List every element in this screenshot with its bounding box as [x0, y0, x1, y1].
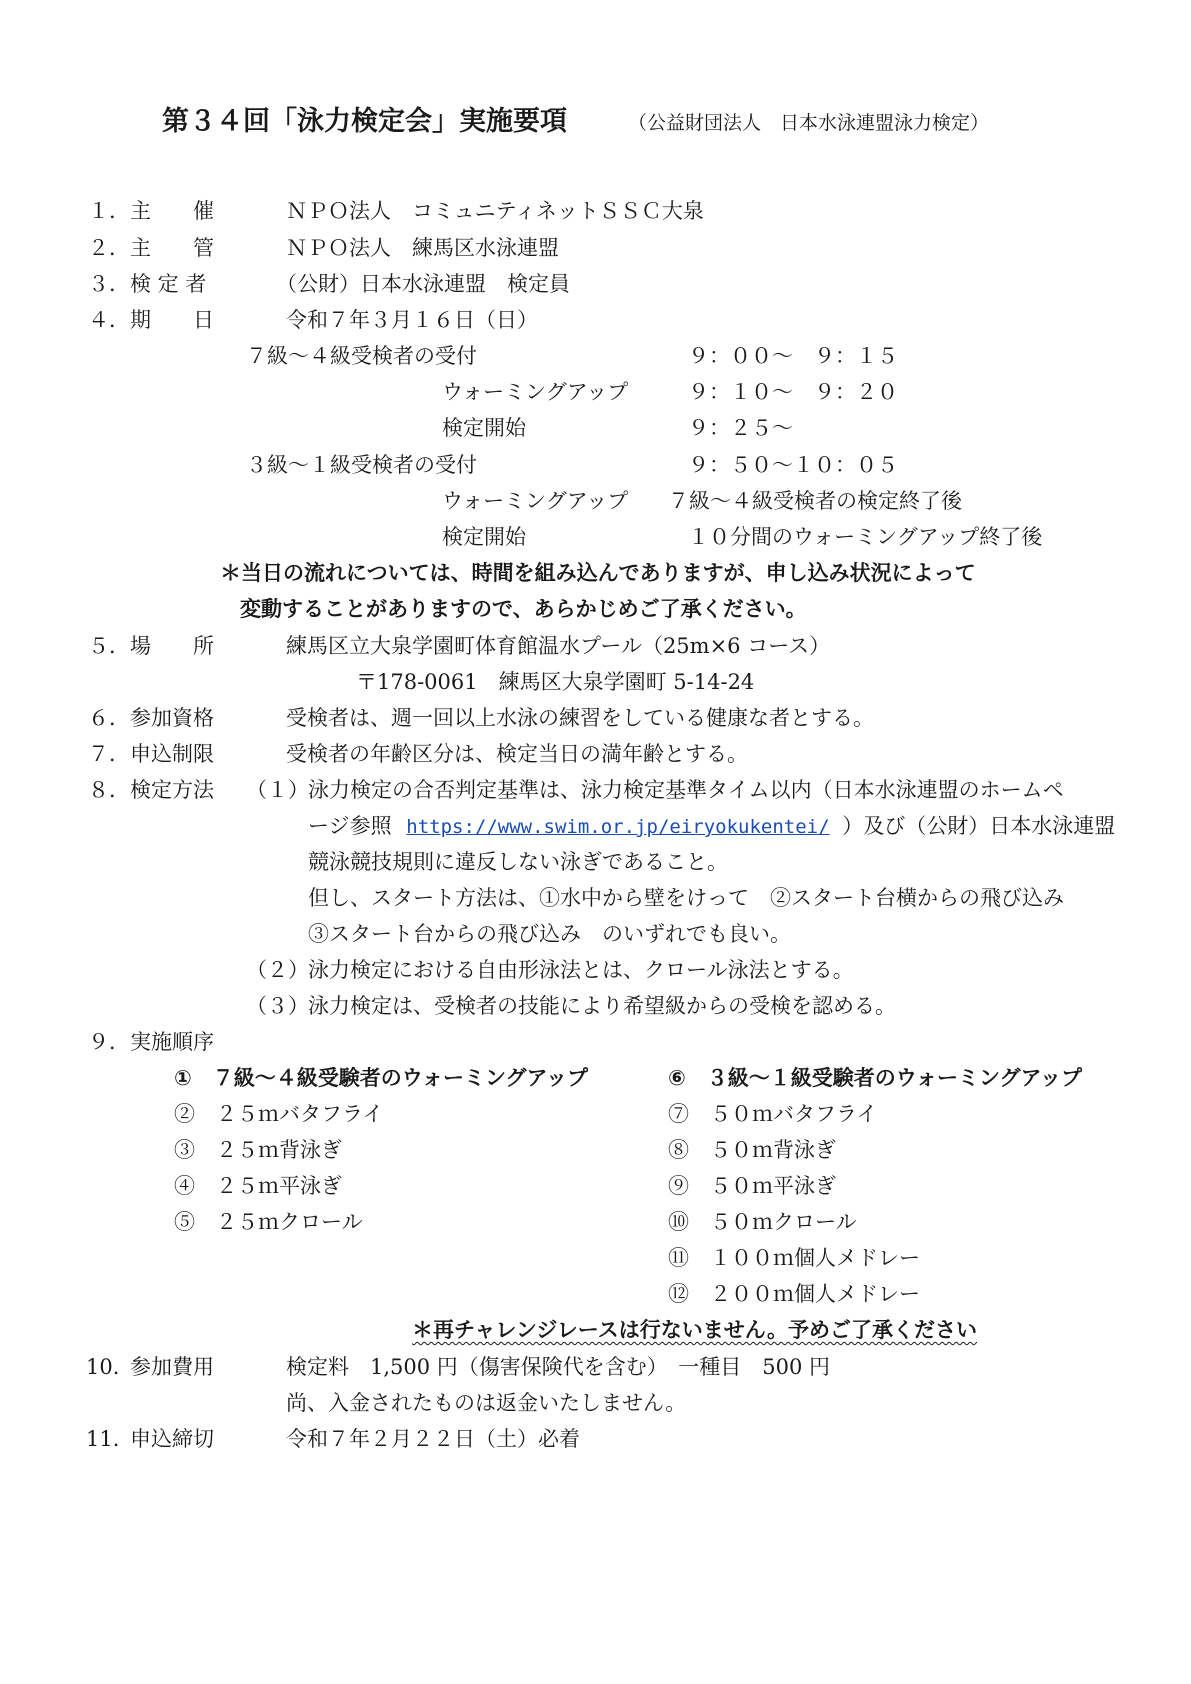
- method-2-number: （２）: [246, 958, 309, 982]
- item-5-label: 場 所: [130, 634, 214, 658]
- page-title: 第３４回「泳力検定会」実施要項: [162, 106, 567, 137]
- schedule-g31-warmup-time: ７級～４級受検者の検定終了後: [668, 489, 962, 513]
- method-1-line-2: [308, 816, 1115, 837]
- item-7-number: ７．: [88, 742, 130, 766]
- order-left-5: ⑤ ２５ｍクロール: [174, 1210, 363, 1234]
- item-6-number: ６．: [88, 706, 130, 730]
- schedule-g74-warmup: ウォーミングアップ: [442, 380, 629, 404]
- item-3-number: ３．: [88, 272, 130, 296]
- item-9-label: 実施順序: [130, 1030, 214, 1054]
- item-11-label: 申込締切: [130, 1427, 214, 1451]
- item-7-value: 受検者の年齢区分は、検定当日の満年齢とする。: [286, 742, 748, 766]
- item-2-value: ＮＰＯ法人 練馬区水泳連盟: [286, 236, 559, 260]
- schedule-g74-reception-time: ９：００～ ９：１５: [688, 344, 898, 368]
- order-right-6: ⑥ ３級～１級受験者のウォーミングアップ: [668, 1066, 1083, 1090]
- item-11-value: 令和７年２月２２日（土）必着: [286, 1427, 580, 1451]
- order-right-8: ⑧ ５０ｍ背泳ぎ: [668, 1138, 836, 1162]
- method-3-text: 泳力検定は、受検者の技能により希望級からの受検を認める。: [308, 994, 896, 1018]
- item-8-label: 検定方法: [130, 778, 214, 802]
- item-4-value: 令和７年３月１６日（日）: [286, 308, 538, 332]
- schedule-g31-reception: ３級～１級受検者の受付: [246, 453, 477, 477]
- item-10-value: 検定料 1,500 円（傷害保険代を含む） 一種目 500 円: [286, 1355, 831, 1379]
- item-5-value: 練馬区立大泉学園町体育館温水プール（25m×6 コース）: [286, 634, 831, 658]
- item-10-note: 尚、入金されたものは返金いたしません。: [286, 1391, 687, 1415]
- item-5-address: 〒178-0061 練馬区大泉学園町 5-14-24: [356, 670, 755, 694]
- method-1-line-1: 泳力検定の合否判定基準は、泳力検定基準タイム以内（日本水泳連盟のホームペ: [308, 778, 1064, 802]
- item-9-number: ９．: [88, 1030, 130, 1054]
- schedule-note-line-1: ＊当日の流れについては、時間を組み込んでありますが、申し込み状況によって: [220, 561, 976, 585]
- order-left-1: ① ７級～４級受験者のウォーミングアップ: [174, 1066, 589, 1090]
- schedule-g74-warmup-time: ９：１０～ ９：２０: [688, 380, 898, 404]
- item-4-label: 期 日: [130, 308, 214, 332]
- item-1-value: ＮＰＯ法人 コミュニティネットＳＳＣ大泉: [286, 199, 704, 223]
- item-1-label: 主 催: [130, 199, 214, 223]
- swim-homepage-link[interactable]: https://www.swim.or.jp/eiryokukentei/: [406, 816, 830, 838]
- method-1-line-2-pre: ージ参照: [308, 814, 392, 838]
- item-6-label: 参加資格: [130, 706, 214, 730]
- order-left-4: ④ ２５ｍ平泳ぎ: [174, 1174, 342, 1198]
- order-left-3: ③ ２５ｍ背泳ぎ: [174, 1138, 342, 1162]
- page-subtitle: （公益財団法人 日本水泳連盟泳力検定）: [628, 112, 990, 134]
- item-8-number: ８．: [88, 778, 130, 802]
- schedule-g31-reception-time: ９：５０～１０：０５: [688, 453, 898, 477]
- order-right-10: ⑩ ５０ｍクロール: [668, 1210, 857, 1234]
- item-6-value: 受検者は、週一回以上水泳の練習をしている健康な者とする。: [286, 706, 874, 730]
- schedule-g31-start: 検定開始: [442, 525, 526, 549]
- schedule-note-line-2: 変動することがありますので、あらかじめご了承ください。: [240, 597, 807, 621]
- schedule-g74-start: 検定開始: [442, 416, 526, 440]
- method-1-number: （１）: [246, 778, 309, 802]
- order-right-12: ⑫ ２００ｍ個人メドレー: [668, 1282, 920, 1306]
- method-1-line-3: 競泳競技規則に違反しない泳ぎであること。: [308, 850, 728, 874]
- item-10-label: 参加費用: [130, 1355, 214, 1379]
- schedule-g31-start-time: １０分間のウォーミングアップ終了後: [688, 525, 1043, 549]
- order-right-11: ⑪ １００ｍ個人メドレー: [668, 1246, 920, 1270]
- order-note: ＊再チャレンジレースは行ないません。予めご了承ください: [412, 1318, 978, 1342]
- item-4-number: ４．: [88, 308, 130, 332]
- item-10-number: 10.: [86, 1355, 120, 1379]
- order-left-2: ② ２５ｍバタフライ: [174, 1102, 384, 1126]
- item-5-number: ５．: [88, 634, 130, 658]
- item-3-label: 検 定 者: [130, 272, 207, 296]
- method-2-text: 泳力検定における自由形泳法とは、クロール泳法とする。: [308, 958, 854, 982]
- item-3-value: （公財）日本水泳連盟 検定員: [276, 272, 570, 296]
- item-2-label: 主 管: [130, 236, 214, 260]
- method-3-number: （３）: [246, 994, 309, 1018]
- item-11-number: 11.: [86, 1427, 120, 1451]
- method-1-line-4: 但し、スタート方法は、①水中から壁をけって ②スタート台横からの飛び込み: [308, 886, 1064, 910]
- order-right-9: ⑨ ５０ｍ平泳ぎ: [668, 1174, 836, 1198]
- schedule-g74-start-time: ９：２５～: [688, 416, 793, 440]
- method-1-line-5: ③スタート台からの飛び込み のいずれでも良い。: [308, 922, 791, 946]
- item-7-label: 申込制限: [130, 742, 214, 766]
- item-2-number: ２．: [88, 236, 130, 260]
- schedule-g31-warmup: ウォーミングアップ: [442, 489, 629, 513]
- item-1-number: １．: [88, 199, 130, 223]
- method-1-line-2-post: ）及び（公財）日本水泳連盟: [842, 814, 1116, 838]
- order-right-7: ⑦ ５０ｍバタフライ: [668, 1102, 878, 1126]
- schedule-g74-reception: ７級～４級受検者の受付: [246, 344, 477, 368]
